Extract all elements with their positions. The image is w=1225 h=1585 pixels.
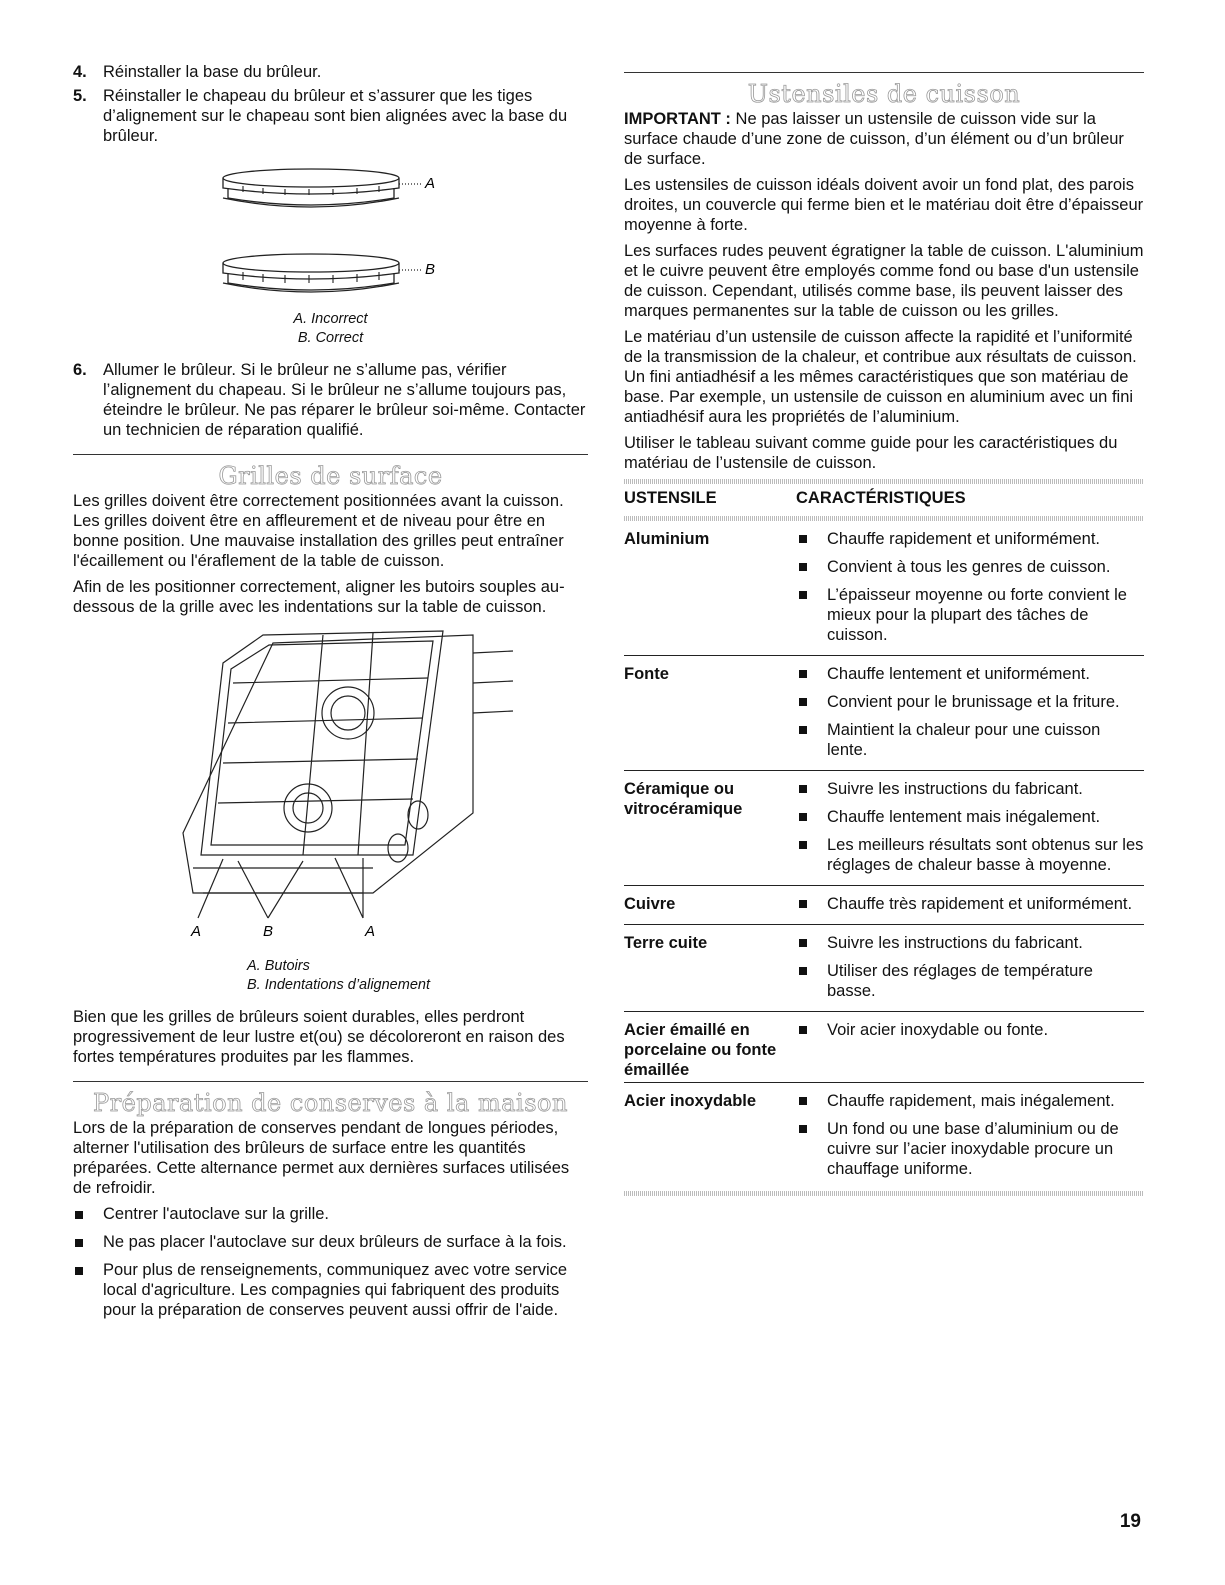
list-item: Chauffe rapidement, mais inégalement. bbox=[796, 1091, 1144, 1111]
cookware-properties bbox=[796, 521, 1144, 656]
list-item: Pour plus de renseignements, communiquez avec votre service local d'agriculture. Les compagnies qui fabriquent des produits pour la préparation de conserves peuvent aussi offrir de l'aide. bbox=[73, 1260, 588, 1320]
burner-figure bbox=[73, 154, 588, 322]
steps-list-2 bbox=[73, 360, 588, 440]
table-row bbox=[624, 1012, 1144, 1083]
list-item: Les meilleurs résultats sont obtenus sur les réglages de chaleur basse à moyenne. bbox=[796, 835, 1144, 875]
ustensiles-para-4: Utiliser le tableau suivant comme guide pour les caractéristiques du matériau de l’ustensile de cuisson. bbox=[624, 434, 1118, 472]
table-row bbox=[624, 886, 1144, 925]
grate-illustration bbox=[73, 623, 588, 953]
cookware-properties bbox=[796, 656, 1144, 771]
step-6: 6. Allumer le brûleur. Si le brûleur ne s’allume pas, vérifier l’alignement du chapeau. Si le brûleur ne s’allume toujours pas, éteindre le brûleur. Ne pas réparer le brûleur soi-même. Contacter un technicien de réparation qualifié. bbox=[73, 361, 586, 439]
list-item: Chauffe lentement mais inégalement. bbox=[796, 807, 1144, 827]
cookware-name: Fonte bbox=[624, 656, 796, 771]
grate-label-b: B bbox=[263, 923, 274, 940]
grate-label-a-right: A bbox=[365, 923, 376, 940]
cookware-properties bbox=[796, 1083, 1144, 1190]
grilles-para-1: Les grilles doivent être correctement positionnées avant la cuisson. Les grilles doivent être en affleurement et de niveau pour être en bonne position. Une mauvaise installation des grilles peut entraîner l'écaillement ou l'éraflement de la table de cuisson. bbox=[73, 492, 564, 570]
cookware-properties bbox=[796, 925, 1144, 1012]
cookware-properties bbox=[796, 771, 1144, 886]
ustensiles-para-2: Les surfaces rudes peuvent égratigner la table de cuisson. L'aluminium et le cuivre peuvent être employés comme fond ou base d'un ustensile de cuisson. Cependant, utilisés comme base, ils peuvent laisser des marques permanentes sur la table de cuisson ou les grilles. bbox=[624, 242, 1144, 320]
table-body bbox=[624, 521, 1144, 1189]
ustensiles-heading: Ustensiles de cuisson bbox=[624, 72, 1144, 109]
list-item: Utiliser des réglages de température basse. bbox=[796, 961, 1144, 1001]
table-bottom-rule bbox=[624, 1191, 1144, 1196]
grilles-heading: Grilles de surface bbox=[73, 454, 588, 491]
list-item: Chauffe rapidement et uniformément. bbox=[796, 529, 1144, 549]
list-item: Convient à tous les genres de cuisson. bbox=[796, 557, 1144, 577]
cookware-name: Acier inoxydable bbox=[624, 1083, 796, 1190]
cookware-name: Acier émaillé en porcelaine ou fonte émaillée bbox=[624, 1012, 796, 1083]
cookware-properties bbox=[796, 1012, 1144, 1083]
conserves-heading: Préparation de conserves à la maison bbox=[73, 1081, 588, 1118]
list-item: Suivre les instructions du fabricant. bbox=[796, 933, 1144, 953]
table-row bbox=[624, 521, 1144, 656]
table-row bbox=[624, 1083, 1144, 1190]
ustensiles-para-3: Le matériau d’un ustensile de cuisson affecte la rapidité et l’uniformité de la transmission de la chaleur, et contribue aux résultats de cuisson. Un fini antiadhésif a les mêmes caractéristiques que son matériau de base. Par exemple, un ustensile de cuisson en aluminium avec un fini antiadhésif aura les propriétés de l’aluminium. bbox=[624, 328, 1137, 426]
list-item: Chauffe très rapidement et uniformément. bbox=[796, 894, 1144, 914]
burner-cap-illustration bbox=[73, 154, 588, 322]
important-note: IMPORTANT : Ne pas laisser un ustensile de cuisson vide sur la surface chaude d’une zone de cuisson, d’un élément ou d’un brûleur de surface. bbox=[624, 110, 1124, 168]
col-header-caracteristiques: CARACTÉRISTIQUES bbox=[796, 489, 966, 507]
left-column bbox=[73, 62, 588, 1328]
steps-list bbox=[73, 62, 588, 146]
list-item: L’épaisseur moyenne ou forte convient le mieux pour la plupart des tâches de cuisson. bbox=[796, 585, 1144, 645]
list-item: Suivre les instructions du fabricant. bbox=[796, 779, 1144, 799]
burner-caption: A. Incorrect B. Correct bbox=[293, 311, 368, 346]
burner-label-a: A bbox=[425, 175, 436, 192]
table-row bbox=[624, 925, 1144, 1012]
conserves-para-1: Lors de la préparation de conserves pendant de longues périodes, alterner l'utilisation des brûleurs de surface entre les quantités préparées. Cette alternance permet aux dernières surfaces utilisées de refroidir. bbox=[73, 1119, 570, 1197]
cookware-name: Cuivre bbox=[624, 886, 796, 925]
grate-figure bbox=[73, 623, 588, 953]
right-column bbox=[624, 72, 1144, 1196]
conserves-bullets bbox=[73, 1204, 588, 1320]
grilles-para-3: Bien que les grilles de brûleurs soient durables, elles perdront progressivement de leur lustre et(ou) se décoloreront en raison des fortes températures produites par les flammes. bbox=[73, 1008, 565, 1066]
table-header bbox=[624, 484, 1144, 516]
ustensiles-para-1: Les ustensiles de cuisson idéals doivent avoir un fond plat, des parois droites, un couvercle qui ferme bien et le matériau doit être d’épaisseur moyenne à forte. bbox=[624, 176, 1144, 234]
grate-label-a-left: A bbox=[191, 923, 202, 940]
cookware-name: Aluminium bbox=[624, 530, 710, 548]
step-4: 4. Réinstaller la base du brûleur. bbox=[73, 63, 322, 81]
list-item: Convient pour le brunissage et la friture. bbox=[796, 692, 1144, 712]
cookware-table bbox=[624, 484, 1144, 1189]
table-row bbox=[624, 771, 1144, 886]
grate-caption: A. Butoirs B. Indentations d’alignement bbox=[247, 958, 430, 993]
page-number: 19 bbox=[1119, 1511, 1141, 1532]
list-item: Centrer l'autoclave sur la grille. bbox=[73, 1204, 588, 1224]
cookware-name: Terre cuite bbox=[624, 925, 796, 1012]
col-header-ustensile: USTENSILE bbox=[624, 489, 717, 507]
cookware-properties bbox=[796, 886, 1144, 925]
list-item: Ne pas placer l'autoclave sur deux brûleurs de surface à la fois. bbox=[73, 1232, 588, 1252]
table-row bbox=[624, 656, 1144, 771]
list-item: Maintient la chaleur pour une cuisson lente. bbox=[796, 720, 1144, 760]
grilles-para-2: Afin de les positionner correctement, aligner les butoirs souples au-dessous de la grille avec les indentations sur la table de cuisson. bbox=[73, 578, 565, 616]
list-item: Voir acier inoxydable ou fonte. bbox=[796, 1020, 1144, 1040]
list-item: Chauffe lentement et uniformément. bbox=[796, 664, 1144, 684]
list-item: Un fond ou une base d’aluminium ou de cuivre sur l’acier inoxydable procure un chauffage uniforme. bbox=[796, 1119, 1144, 1179]
burner-label-b: B bbox=[425, 261, 436, 278]
step-5: 5. Réinstaller le chapeau du brûleur et s’assurer que les tiges d’alignement sur le chapeau sont bien alignées avec la base du brûleur. bbox=[73, 87, 568, 145]
cookware-name: Céramique ou vitrocéramique bbox=[624, 771, 796, 886]
